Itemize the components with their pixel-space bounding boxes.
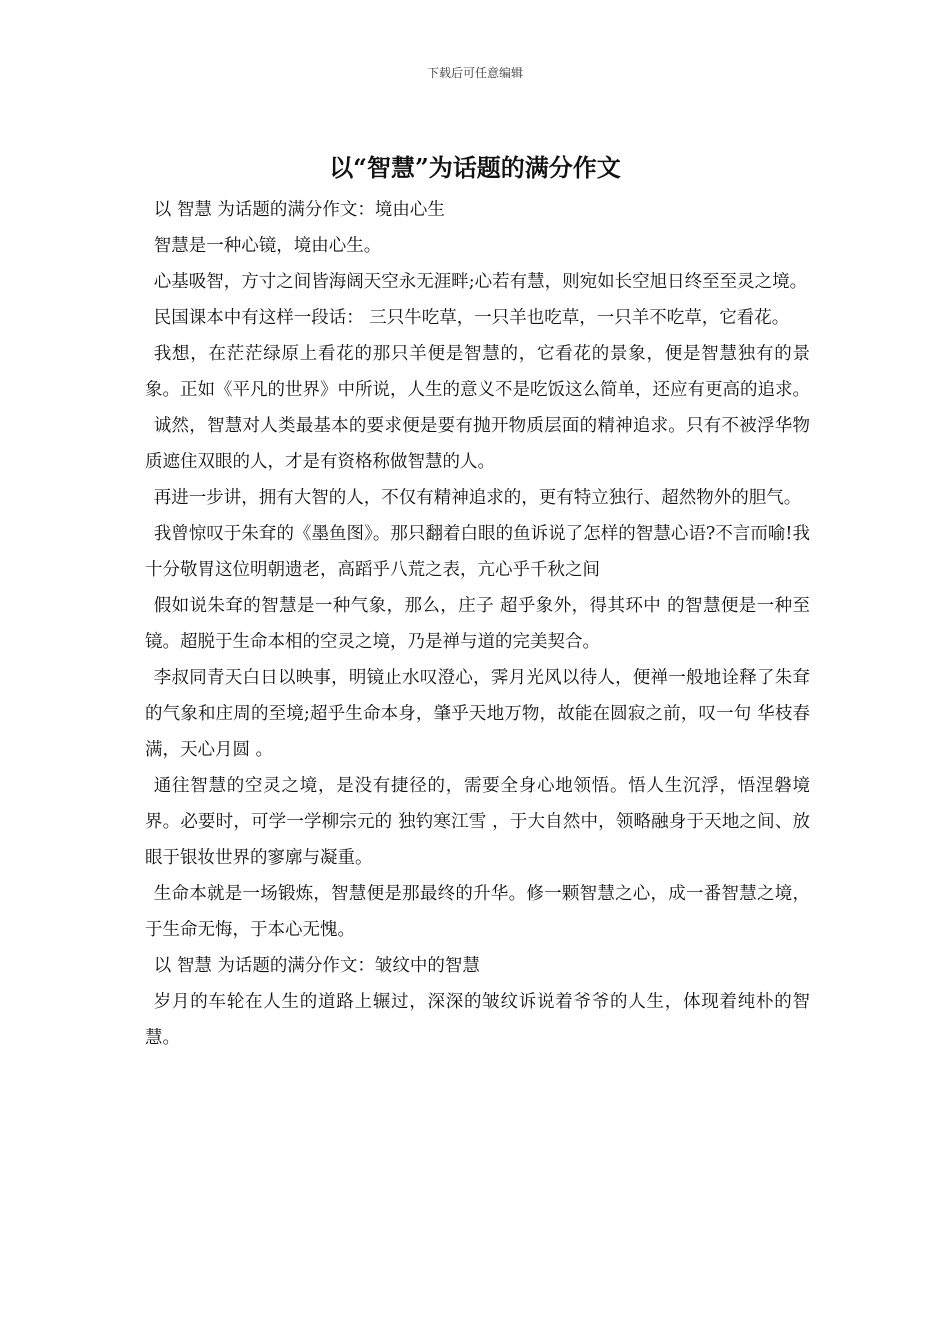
paragraph: 心基吸智，方寸之间皆海阔天空永无涯畔;心若有慧，则宛如长空旭日终至至灵之境。 — [153, 272, 808, 292]
header-note: 下载后可任意编辑 — [426, 66, 523, 80]
paragraph: 我想，在茫茫绿原上看花的那只羊便是智慧的，它看花的景象，便是智慧独有的景象。正如《平凡的世界》中所说，人生的意义不是吃饭这么简单，还应有更高的追求。 — [145, 344, 810, 400]
paragraph: 诚然，智慧对人类最基本的要求便是要有抛开物质层面的精神追求。只有不被浮华物质遮住双眼的人，才是有资格称做智慧的人。 — [145, 416, 810, 472]
paragraph: 假如说朱耷的智慧是一种气象，那么，庄子 超乎象外，得其环中 的智慧便是一种至镜。超脱于生命本相的空灵之境，乃是禅与道的完美契合。 — [145, 596, 810, 652]
paragraph: 智慧是一种心镜，境由心生。 — [153, 236, 382, 256]
paragraph: 通往智慧的空灵之境，是没有捷径的，需要全身心地领悟。悟人生沉浮，悟涅磐境界。必要时，可学一学柳宗元的 独钓寒江雪 ，于大自然中，领略融身于天地之间、放眼于银妆世界的寥廓与凝重。 — [145, 776, 810, 868]
paragraph: 以 智慧 为话题的满分作文：境由心生 — [153, 200, 445, 220]
paragraph: 民国课本中有这样一段话： 三只牛吃草，一只羊也吃草，一只羊不吃草，它看花。 — [153, 308, 790, 328]
paragraph: 再进一步讲，拥有大智的人，不仅有精神追求的，更有特立独行、超然物外的胆气。 — [153, 488, 802, 508]
paragraph: 岁月的车轮在人生的道路上辗过，深深的皱纹诉说着爷爷的人生，体现着纯朴的智慧。 — [145, 992, 810, 1048]
paragraph: 生命本就是一场锻炼，智慧便是那最终的升华。修一颗智慧之心，成一番智慧之境，于生命无悔，于本心无愧。 — [145, 884, 810, 940]
paragraph: 我曾惊叹于朱耷的《墨鱼图》。那只翻着白眼的鱼诉说了怎样的智慧心语?不言而喻!我十分敬胃这位明朝遗老，高蹈乎八荒之表，亢心乎千秋之间 — [145, 524, 810, 580]
paragraph: 李叔同青天白日以映事，明镜止水叹澄心，霁月光风以待人，便禅一般地诠释了朱耷的气象和庄周的至境;超乎生命本身，肇乎天地万物，故能在圆寂之前，叹一句 华枝春满，天心月圆 。 — [145, 668, 810, 760]
document-body — [145, 192, 810, 1056]
document-title: 以“智慧”为话题的满分作文 — [329, 153, 621, 182]
paragraph: 以 智慧 为话题的满分作文：皱纹中的智慧 — [153, 956, 480, 976]
